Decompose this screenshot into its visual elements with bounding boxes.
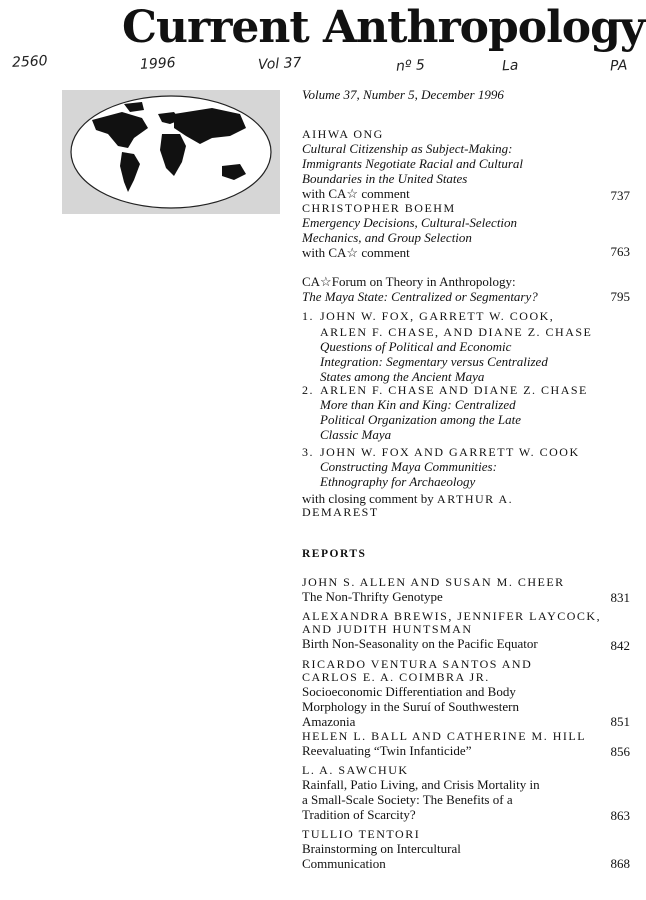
article-comment: with CA☆ comment [302,186,410,201]
report-entry [302,828,630,871]
item-title: Constructing Maya Communities: [320,459,497,474]
item-author: JOHN W. FOX AND GARRETT W. COOK [320,445,580,459]
page-number: 795 [610,289,630,304]
item-title: States among the Ancient Maya [320,369,485,384]
reports-heading: REPORTS [302,548,367,560]
report-title: Communication [302,856,386,871]
report-author: RICARDO VENTURA SANTOS AND [302,657,533,671]
item-number: 2. [302,383,314,397]
article-title: Cultural Citizenship as Subject-Making: [302,141,513,156]
journal-masthead: Current Anthropology [122,2,645,53]
issue-line: Volume 37, Number 5, December 1996 [302,87,504,102]
report-entry [302,610,630,651]
item-title: Integration: Segmentary versus Centralized [320,354,548,369]
report-title: Birth Non-Seasonality on the Pacific Equator [302,636,538,651]
report-title: Amazonia [302,714,356,729]
report-entry [302,730,630,758]
report-author: CARLOS E. A. COIMBRA JR. [302,670,490,684]
report-title: Tradition of Scarcity? [302,807,416,822]
report-entry [302,658,630,729]
item-number: 1. [302,309,314,323]
report-author: AND JUDITH HUNTSMAN [302,622,473,636]
report-author: HELEN L. BALL AND CATHERINE M. HILL [302,729,587,743]
item-author: ARLEN F. CHASE, AND DIANE Z. CHASE [320,325,593,339]
page-number: 831 [610,590,630,605]
report-entry [302,576,630,604]
item-title: Political Organization among the Late [320,412,522,427]
forum-item [302,446,630,489]
report-title: Morphology in the Suruí of Southwestern [302,699,520,714]
page-number: 856 [610,744,630,759]
forum-section [302,274,630,304]
item-title: Questions of Political and Economic [320,339,512,354]
handwritten-note: 1996 [139,55,177,73]
report-title: a Small-Scale Society: The Benefits of a [302,792,513,807]
article-author: AIHWA ONG [302,127,384,141]
handwritten-note: 2560 [11,53,49,71]
page-number: 737 [610,188,630,203]
article-comment: with CA☆ comment [302,245,410,260]
closing-author: DEMAREST [302,505,379,519]
closing-text: with closing comment by [302,491,434,506]
page-number: 868 [610,856,630,871]
forum-item [302,384,630,442]
item-number: 3. [302,445,314,459]
page-number: 763 [610,244,630,259]
report-title: Rainfall, Patio Living, and Crisis Mortality in [302,777,540,792]
item-title: Ethnography for Archaeology [320,474,476,489]
item-title: Classic Maya [320,427,392,442]
handwritten-note: PA [609,57,628,75]
forum-item [302,310,630,384]
report-author: JOHN S. ALLEN AND SUSAN M. CHEER [302,575,565,589]
article-title: Mechanics, and Group Selection [302,230,472,245]
closing-author: ARTHUR A. [437,492,514,506]
report-author: L. A. SAWCHUK [302,763,409,777]
handwritten-note: La [501,57,519,75]
item-author: ARLEN F. CHASE AND DIANE Z. CHASE [320,383,588,397]
report-title: Socioeconomic Differentiation and Body [302,684,516,699]
article-entry [302,128,630,201]
report-author: TULLIO TENTORI [302,827,421,841]
handwritten-note: Vol 37 [257,54,302,74]
forum-heading: CA☆Forum on Theory in Anthropology: [302,274,516,289]
report-title: Reevaluating “Twin Infanticide” [302,743,472,758]
page-number: 851 [610,714,630,729]
report-author: ALEXANDRA BREWIS, JENNIFER LAYCOCK, [302,609,602,623]
report-title: The Non-Thrifty Genotype [302,589,443,604]
article-title: Immigrants Negotiate Racial and Cultural [302,156,523,171]
page-number: 863 [610,808,630,823]
report-title: Brainstorming on Intercultural [302,841,461,856]
article-title: Emergency Decisions, Cultural-Selection [302,215,518,230]
article-entry [302,202,630,260]
article-title: Boundaries in the United States [302,171,468,186]
forum-title: The Maya State: Centralized or Segmentary? [302,289,538,304]
closing-comment [302,491,630,519]
article-author: CHRISTOPHER BOEHM [302,201,456,215]
world-map-image [62,90,280,214]
item-title: More than Kin and King: Centralized [320,397,516,412]
page-number: 842 [610,638,630,653]
handwritten-note: nº 5 [395,57,426,75]
item-author: JOHN W. FOX, GARRETT W. COOK, [320,309,555,323]
report-entry [302,764,630,822]
